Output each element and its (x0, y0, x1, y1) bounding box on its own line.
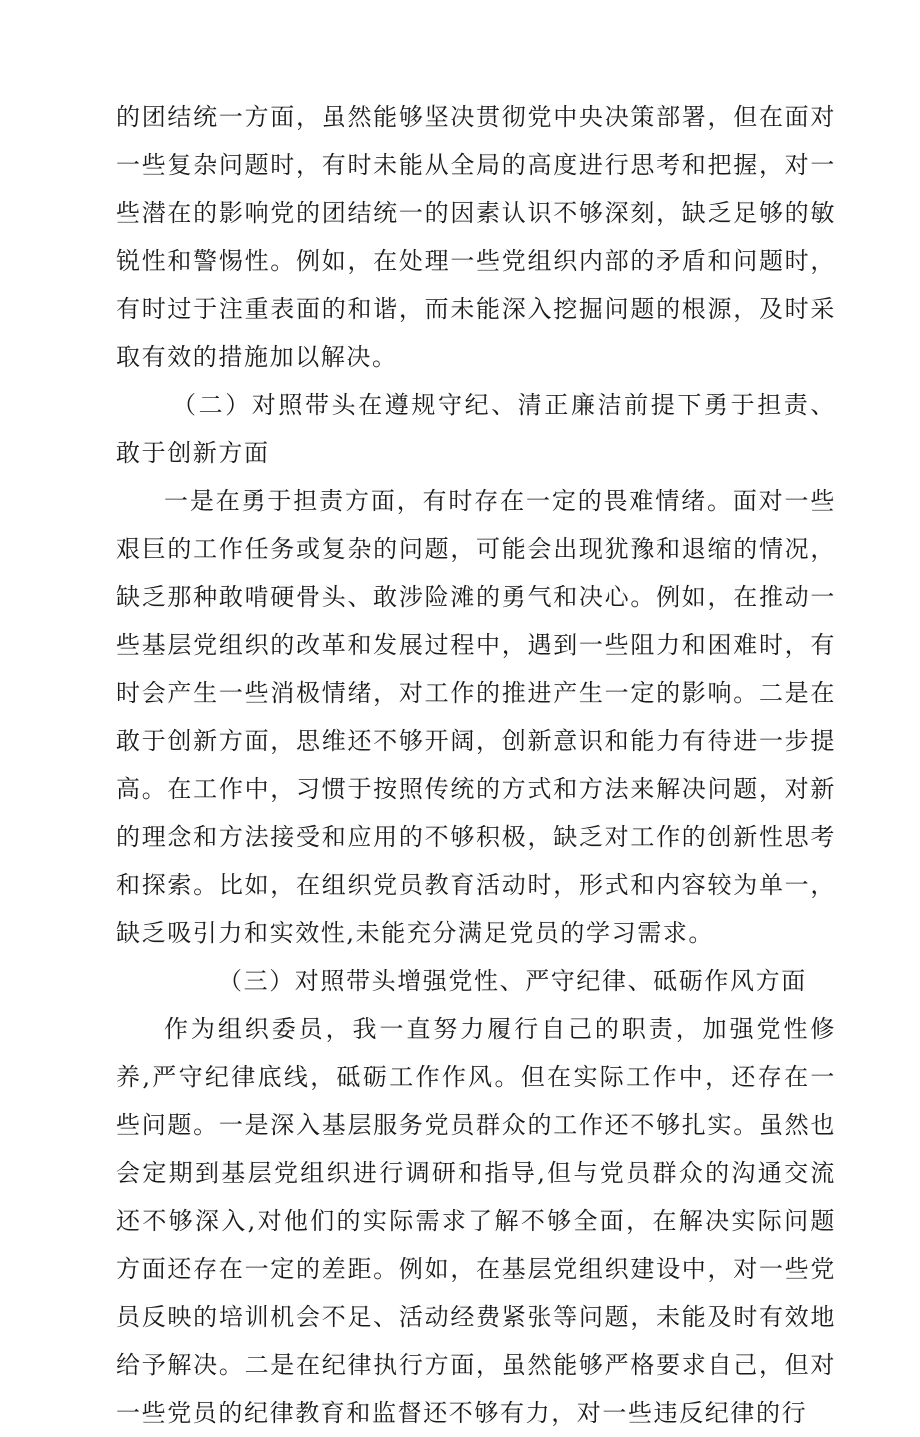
paragraph-responsibility-innovation: 一是在勇于担责方面，有时存在一定的畏难情绪。面对一些艰巨的工作任务或复杂的问题，可能会出现犹豫和退缩的情况，缺乏那种敢啃硬骨头、敢涉险滩的勇气和决心。例如，在推动一些基层党组织的改革和发展过程中，遇到一些阻力和困难时，有时会产生一些消极情绪，对工作的推进产生一定的影响。二是在敢于创新方面，思维还不够开阔，创新意识和能力有待进一步提高。在工作中，习惯于按照传统的方式和方法来解决问题，对新的理念和方法接受和应用的不够积极，缺乏对工作的创新性思考和探索。比如，在组织党员教育活动时，形式和内容较为单一，缺乏吸引力和实效性,未能充分满足党员的学习需求。 (116, 487, 836, 947)
paragraph-party-discipline: 作为组织委员，我一直努力履行自己的职责，加强党性修养,严守纪律底线，砥砺工作作风。但在实际工作中，还存在一些问题。一是深入基层服务党员群众的工作还不够扎实。虽然也会定期到基层党组织进行调研和指导,但与党员群众的沟通交流还不够深入,对他们的实际需求了解不够全面，在解决实际问题方面还存在一定的差距。例如，在基层党组织建设中，对一些党员反映的培训机会不足、活动经费紧张等问题，未能及时有效地给予解决。二是在纪律执行方面，虽然能够严格要求自己，但对一些党员的纪律教育和监督还不够有力，对一些违反纪律的行 (116, 1015, 836, 1427)
document-body (116, 93, 836, 1437)
section-heading-3: （三）对照带头增强党性、严守纪律、砥砺作风方面 (218, 967, 807, 995)
section-heading-2: （二）对照带头在遵规守纪、清正廉洁前提下勇于担责、敢于创新方面 (116, 391, 836, 467)
paragraph-continuation: 的团结统一方面，虽然能够坚决贯彻党中央决策部署，但在面对一些复杂问题时，有时未能从全局的高度进行思考和把握，对一些潜在的影响党的团结统一的因素认识不够深刻，缺乏足够的敏锐性和警惕性。例如，在处理一些党组织内部的矛盾和问题时，有时过于注重表面的和谐，而未能深入挖掘问题的根源，及时采取有效的措施加以解决。 (116, 103, 836, 371)
